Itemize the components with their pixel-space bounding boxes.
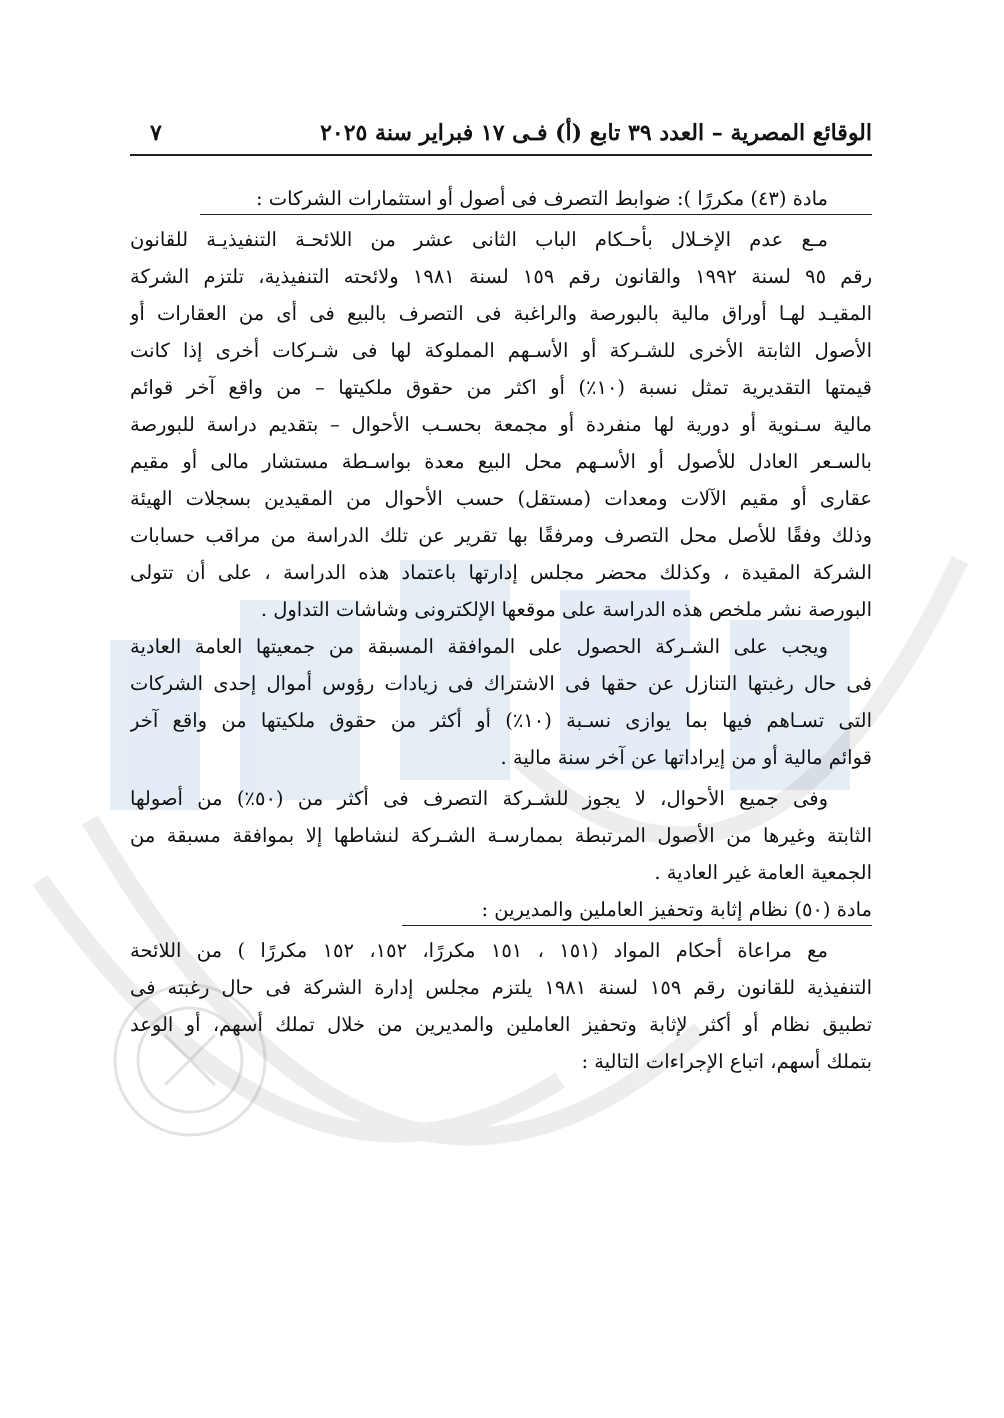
- text-line: الثابتة وغيرها من الأصول المرتبطة بممارسـة الشـركة لنشاطها إلا بموافقة مسبقة من: [130, 824, 872, 847]
- text-line: مالية سـنوية أو دورية لها منفردة أو مجمعة بحسـب الأحوال – بتقديم دراسة للبورصة: [130, 413, 872, 436]
- page-header: [130, 110, 872, 156]
- text-line: البورصة نشر ملخص هذه الدراسة على موقعها الإلكترونى وشاشات التداول .: [260, 598, 872, 621]
- text-line: تطبيق نظام أو أكثر لإثابة وتحفيز العاملين والمديرين من خلال تملك أسهم، أو الوعد: [130, 1013, 872, 1036]
- text-line: رقم ٩٥ لسنة ١٩٩٢ والقانون رقم ١٥٩ لسنة ١٩٨١ ولائحته التنفيذية، تلتزم الشركة: [130, 265, 872, 288]
- article-43-paragraph-1: [130, 221, 872, 628]
- article-50-heading: [130, 891, 872, 928]
- text-line: قوائم مالية أو من إيراداتها عن آخر سنة مالية .: [500, 746, 872, 769]
- article-50-paragraph-1: [130, 932, 872, 1080]
- article-43-paragraph-3: [130, 780, 872, 891]
- text-line: بالسـعر العادل للأصول أو الأسـهم محل البيع معدة بواسـطة مستشار مالى أو مقيم: [130, 450, 872, 473]
- article-43-heading-text: مادة (٤٣) مكررًا ): ضوابط التصرف فى أصول أو استثمارات الشركات :: [256, 187, 828, 210]
- text-line: وفى جميع الأحوال، لا يجوز للشـركة التصرف فى أكثر من (٥٠٪) من أصولها: [130, 787, 828, 810]
- article-50-heading-text: مادة (٥٠) نظام إثابة وتحفيز العاملين والمديرين :: [481, 898, 872, 921]
- document-page: [130, 110, 872, 1390]
- article-43-paragraph-2: [130, 628, 872, 776]
- article-43-heading: [130, 180, 872, 217]
- text-line: مـع عدم الإخـلال بأحـكام الباب الثانى عشر من اللائحـة التنفيذيـة للقانون: [130, 228, 828, 251]
- text-line: بتملك أسهم، اتباع الإجراءات التالية :: [581, 1050, 872, 1073]
- text-line: مع مراعاة أحكام المواد (١٥١ ، ١٥١ مكررًا، ١٥٢، ١٥٢ مكررًا ) من اللائحة: [130, 939, 828, 962]
- text-line: الجمعية العامة غير العادية .: [654, 861, 872, 884]
- page-number: ٧: [150, 120, 162, 146]
- text-line: قيمتها التقديرية تمثل نسبة (١٠٪) أو اكثر من حقوق ملكيتها – من واقع آخر قوائم: [130, 376, 872, 399]
- gazette-title: الوقائع المصرية – العدد ٣٩ تابع (أ) فـى ١٧ فبراير سنة ٢٠٢٥: [320, 120, 872, 146]
- text-line: المقيـد لهـا أوراق مالية بالبورصة والراغبة فى التصرف بالبيع فى أى من العقارات أو: [130, 302, 872, 325]
- text-line: الشركة المقيدة ، وكذلك محضر مجلس إدارتها باعتماد هذه الدراسة ، على أن تتولى: [130, 561, 872, 584]
- text-line: ويجب على الشـركة الحصول على الموافقة المسبقة من جمعيتها العامة العادية: [130, 635, 828, 658]
- text-line: فى حال رغبتها التنازل عن حقها فى الاشتراك فى زيادات رؤوس أموال إحدى الشركات: [130, 672, 872, 695]
- heading-underline: [402, 925, 872, 926]
- heading-underline: [200, 214, 872, 215]
- document-body: [130, 180, 872, 1080]
- text-line: وذلك وفقًا للأصل محل التصرف ومرفقًا بها تقرير عن تلك الدراسة من مراقب حسابات: [130, 524, 872, 547]
- text-line: التى تسـاهم فيها بما يوازى نسـبة (١٠٪) أو أكثر من حقوق ملكيتها من واقع آخر: [130, 709, 872, 732]
- text-line: عقارى أو مقيم الآلات ومعدات (مستقل) حسب الأحوال من المقيدين بسجلات الهيئة: [130, 487, 872, 510]
- text-line: الأصول الثابتة الأخرى للشـركة أو الأسـهم المملوكة لها فى شـركات أخرى إذا كانت: [130, 339, 872, 362]
- text-line: التنفيذية للقانون رقم ١٥٩ لسنة ١٩٨١ يلتزم مجلس إدارة الشركة فى حال رغبته فى: [130, 976, 872, 999]
